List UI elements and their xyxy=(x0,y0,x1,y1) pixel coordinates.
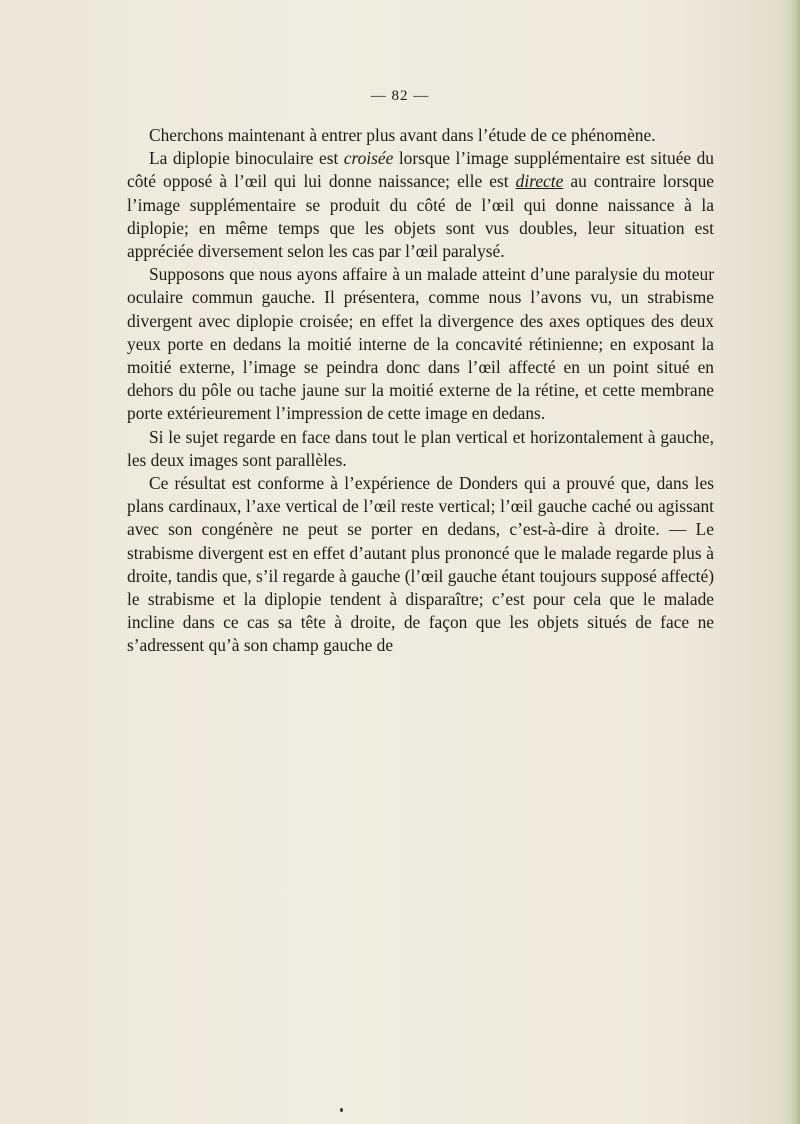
paragraph xyxy=(127,263,714,425)
body-text xyxy=(127,124,714,658)
paragraph xyxy=(127,124,714,147)
text-run: Cherchons maintenant à entrer plus avant dans l’étude de ce phénomène. xyxy=(149,125,656,145)
text-run: La diplopie binoculaire est xyxy=(149,148,344,169)
paragraph xyxy=(127,147,714,263)
page-number: — 82 — xyxy=(370,88,430,104)
text-run: Si le sujet regarde en face dans tout le plan vertical et horizontalement à gauche, les deux images sont parallèles. xyxy=(127,426,714,470)
text-run: Ce résultat est conforme à l’expérience de Donders qui a prouvé que, dans les plans cardinaux, l’axe vertical de l’œil reste vertical; l’œil gauche caché ou agissant avec son congénère ne peut se porter en dedans, c’est-à-dire à droite. — Le strabisme divergent est en effet d’autant plus prononcé que le malade regarde plus à droite, tandis que, s’il regarde à gauche (l’œil gauche étant toujours supposé affecté) le strabisme et la diplopie tendent à disparaître; c’est pour cela que le malade incline dans ce cas sa tête à droite, de façon que les objets situés de face ne s’adressent qu’à son champ gauche de xyxy=(127,473,714,656)
paragraph xyxy=(127,472,714,658)
text-run: Supposons que nous ayons affaire à un malade atteint d’une paralysie du moteur oculaire commun gauche. Il présentera, comme nous l’avons vu, un strabisme divergent avec diplopie croisée; en effet la divergence des axes optiques des deux yeux porte en dedans la moitié interne de la concavité rétinienne; en exposant la moitié externe, l’image se peindra donc dans l’œil affecté en un point situé en dehors du pôle ou tache jaune sur la moitié externe de la rétine, et cette membrane porte extérieurement l’impression de cette image en dedans. xyxy=(127,264,714,424)
text-run: au contraire lorsque l’image supplémentaire se produit du côté de l’œil qui donne naissance à la diplopie; en même temps que les objets sont vus doubles, leur situation est appréciée diversement selon les cas par l’œil paralysé. xyxy=(127,171,714,262)
italic-term-directe: directe xyxy=(515,171,564,192)
paragraph xyxy=(127,426,714,472)
italic-term-croisee: croisée xyxy=(343,148,394,169)
page-edge-shadow xyxy=(790,0,800,1124)
text-run: lorsque l’image supplémentaire est située du côté opposé à l’œil qui lui donne naissance; elle est xyxy=(127,148,714,192)
ink-speck xyxy=(340,1108,343,1112)
